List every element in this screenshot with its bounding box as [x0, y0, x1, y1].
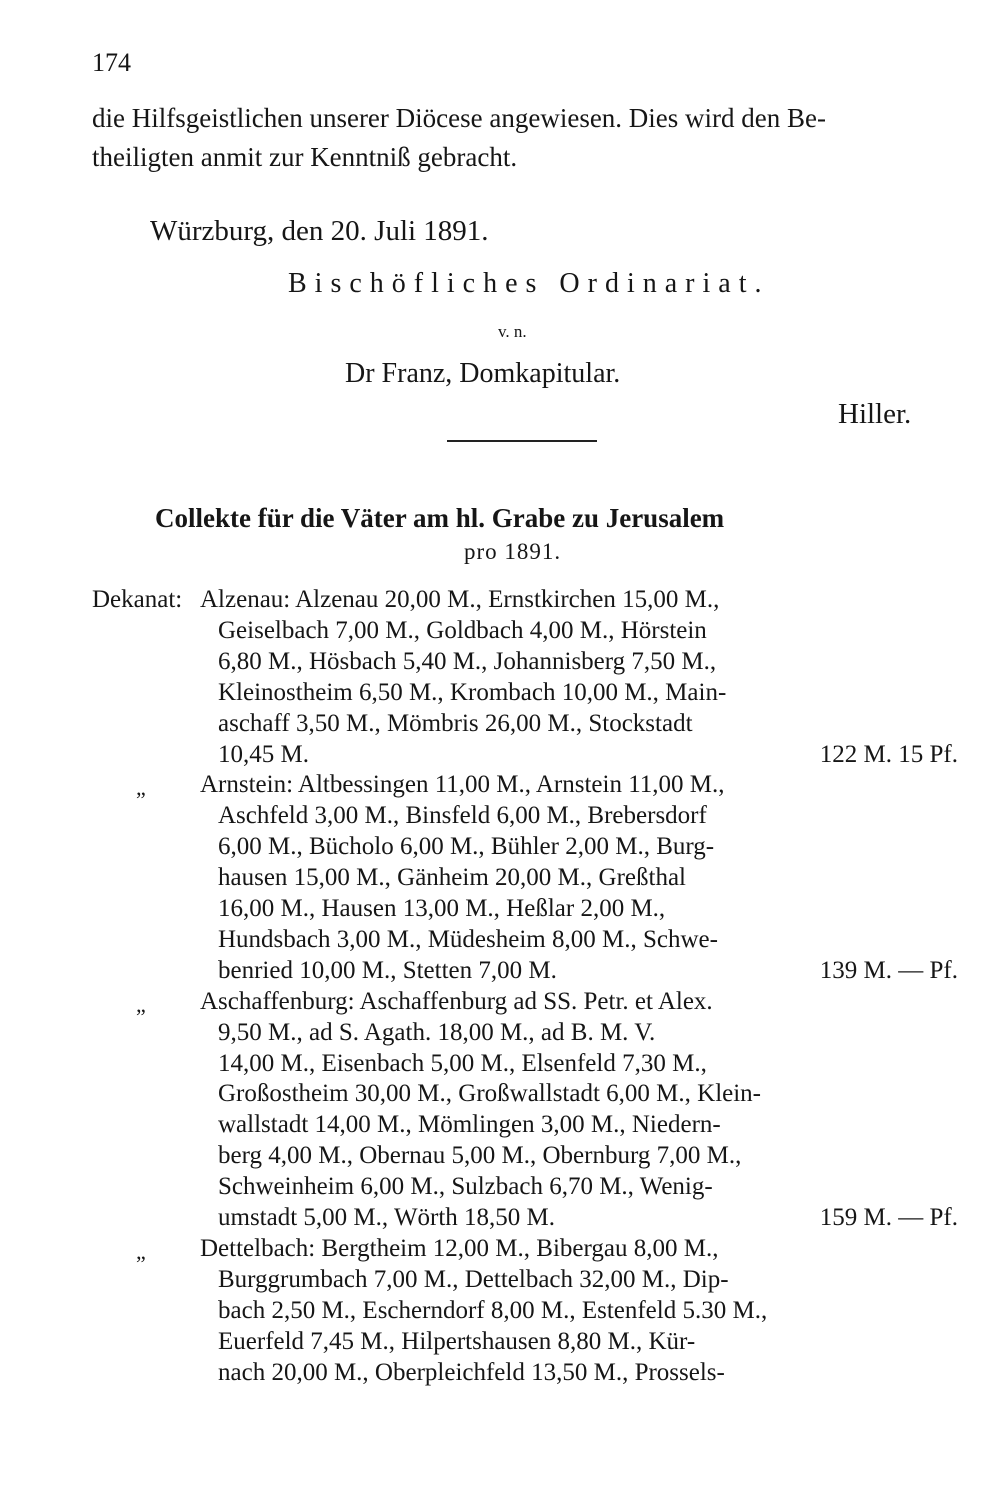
dekanat-label: Dekanat: [92, 586, 183, 613]
entry-line: umstadt 5,00 M., Wörth 18,50 M. [218, 1204, 556, 1231]
entry-line: benried 10,00 M., Stetten 7,00 M. [218, 956, 557, 984]
entry-line: Großostheim 30,00 M., Großwallstadt 6,00 M., Klein- [218, 1080, 762, 1108]
entry-line: Geiselbach 7,00 M., Goldbach 4,00 M., Hörstein [218, 616, 707, 644]
entry-line: bach 2,50 M., Escherndorf 8,00 M., Estenfeld 5.30 M., [218, 1296, 768, 1324]
vn-abbreviation: v. n. [498, 322, 527, 341]
entry-line: Alzenau: Alzenau 20,00 M., Ernstkirchen 15,00 M., [200, 586, 720, 613]
entry-line: Euerfeld 7,45 M., Hilpertshausen 8,80 M., Kür- [218, 1327, 696, 1355]
entry-line: Aschaffenburg: Aschaffenburg ad SS. Petr. et Alex. [200, 987, 713, 1015]
signatory: Dr Franz, Domkapitular. [345, 358, 621, 389]
secretary: Hiller. [838, 398, 912, 430]
ditto-mark: „ [136, 991, 146, 1017]
section-title: Collekte für die Väter am hl. Grabe zu Jerusalem [155, 503, 725, 533]
entry-line: Aschfeld 3,00 M., Binsfeld 6,00 M., Brebersdorf [218, 802, 707, 830]
ditto-mark: „ [136, 1238, 146, 1264]
entry-line: Kleinostheim 6,50 M., Krombach 10,00 M., Main- [218, 678, 727, 706]
entry-total: 122 M. 15 Pf. [819, 740, 958, 768]
entry-total: 139 M. — Pf. [819, 956, 958, 984]
entry-line: 16,00 M., Hausen 13,00 M., Heßlar 2,00 M., [218, 895, 666, 922]
entry-line: hausen 15,00 M., Gänheim 20,00 M., Greßthal [218, 864, 686, 892]
entry-line: 6,00 M., Bücholo 6,00 M., Bühler 2,00 M., Burg- [218, 833, 715, 861]
authority: Bischöfliches Ordinariat. [288, 268, 770, 299]
entry-line: nach 20,00 M., Oberpleichfeld 13,50 M., Prossels- [218, 1358, 725, 1386]
entry-line: Schweinheim 6,00 M., Sulzbach 6,70 M., Wenig- [218, 1173, 713, 1201]
entry-line: aschaff 3,50 M., Mömbris 26,00 M., Stockstadt [218, 709, 693, 737]
section-subtitle: pro 1891. [464, 539, 562, 564]
entry-line: wallstadt 14,00 M., Mömlingen 3,00 M., Niedern- [218, 1111, 721, 1139]
entry-line: berg 4,00 M., Obernau 5,00 M., Obernburg 7,00 M., [218, 1142, 742, 1170]
entry-line: 6,80 M., Hösbach 5,40 M., Johannisberg 7,50 M., [218, 647, 717, 675]
entry-line: 14,00 M., Eisenbach 5,00 M., Elsenfeld 7,30 M., [218, 1049, 707, 1077]
entry-line: Arnstein: Altbessingen 11,00 M., Arnstein 11,00 M., [200, 771, 725, 799]
separator-rule [447, 440, 597, 442]
entry-line: Dettelbach: Bergtheim 12,00 M., Bibergau 8,00 M., [200, 1234, 719, 1262]
page-number: 174 [92, 48, 131, 77]
entry-line: Burggrumbach 7,00 M., Dettelbach 32,00 M., Dip- [218, 1265, 729, 1293]
intro-line-2: theiligten anmit zur Kenntniß gebracht. [92, 142, 518, 172]
entry-line: Hundsbach 3,00 M., Müdesheim 8,00 M., Schwe- [218, 925, 718, 953]
entry-line: 9,50 M., ad S. Agath. 18,00 M., ad B. M. V. [218, 1018, 656, 1046]
ditto-mark: „ [136, 775, 146, 801]
entry-line: 10,45 M. [218, 740, 309, 768]
intro-line-1: die Hilfsgeistlichen unserer Diöcese angewiesen. Dies wird den Be- [92, 103, 827, 133]
entry-total: 159 M. — Pf. [819, 1204, 958, 1231]
place-date: Würzburg, den 20. Juli 1891. [150, 215, 489, 247]
